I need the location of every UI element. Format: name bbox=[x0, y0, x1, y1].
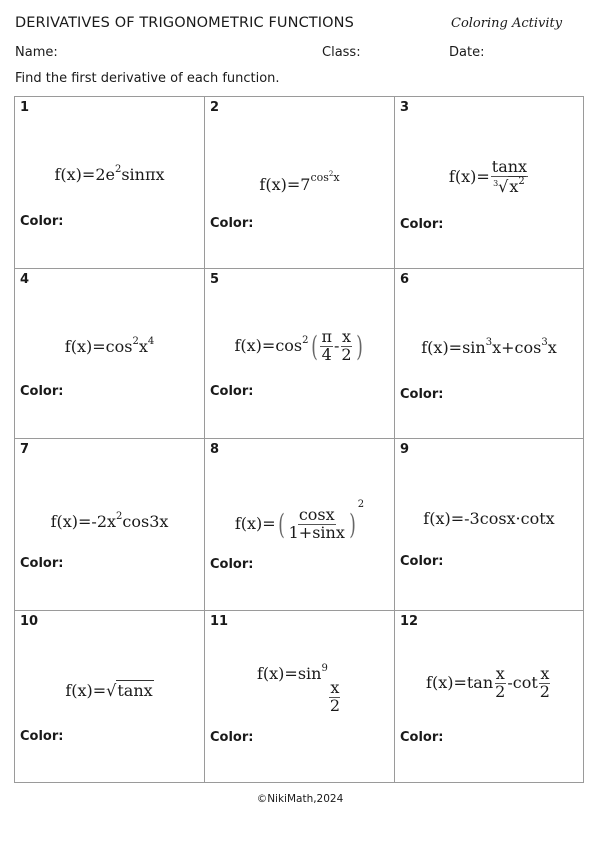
problem-number: 11 bbox=[210, 614, 229, 629]
name-field-label: Name: bbox=[15, 45, 58, 60]
problem-number: 6 bbox=[400, 272, 410, 287]
function-expression: $f(x)=7^{cos^2x}$ bbox=[259, 170, 340, 194]
activity-label: Coloring Activity bbox=[451, 16, 563, 31]
color-label: Color: bbox=[400, 730, 444, 745]
copyright-footer: ©NikiMath,2024 bbox=[256, 793, 344, 805]
worksheet-title: DERIVATIVES OF TRIGONOMETRIC FUNCTIONS bbox=[15, 15, 354, 31]
color-label: Color: bbox=[20, 729, 64, 744]
problem-number: 7 bbox=[20, 442, 30, 457]
problem-cell-10 bbox=[15, 611, 205, 782]
color-label: Color: bbox=[400, 217, 444, 232]
color-label: Color: bbox=[210, 384, 254, 399]
color-label: Color: bbox=[210, 216, 254, 231]
color-label: Color: bbox=[20, 384, 64, 399]
function-expression: $f(x)=\cos^2x^4$ bbox=[64, 336, 155, 356]
function-expression: f(x)=tan $\frac{x}{2}$ -cot $\frac{x}{2}$ bbox=[426, 664, 550, 701]
problem-cell-12 bbox=[395, 611, 583, 782]
problem-cell-8 bbox=[205, 439, 395, 611]
function-expression: $f(x)=-2x^2\cos 3x$ bbox=[50, 511, 169, 531]
problem-cell-5 bbox=[205, 269, 395, 439]
problem-cell-3 bbox=[395, 97, 583, 269]
color-label: Color: bbox=[210, 730, 254, 745]
class-field-label: Class: bbox=[322, 45, 361, 60]
problem-number: 2 bbox=[210, 100, 220, 115]
function-expression: f(x)=-3cosx·cotx bbox=[423, 509, 555, 528]
problem-cell-7 bbox=[15, 439, 205, 611]
problem-cell-1 bbox=[15, 97, 205, 269]
date-field-label: Date: bbox=[449, 45, 485, 60]
function-expression: $f(x)=2e^2\sin\pi x$ bbox=[54, 164, 165, 184]
problem-cell-11 bbox=[205, 611, 395, 782]
problem-number: 4 bbox=[20, 272, 30, 287]
problem-number: 3 bbox=[400, 100, 410, 115]
function-expression: $f(x)=\cos^2$( $\frac{\pi}{4}$ - $\frac{x}{2}$ ) bbox=[234, 327, 363, 364]
function-expression: f(x)= $\frac{\tan x}{^3√x^2}$ bbox=[448, 157, 528, 196]
problem-cell-2 bbox=[205, 97, 395, 269]
function-expression: f(x)=( $\frac{\cos x}{1+\sin x}$ )$^2$ bbox=[234, 499, 365, 542]
instructions: Find the first derivative of each function. bbox=[15, 71, 280, 86]
problem-cell-9 bbox=[395, 439, 583, 611]
problem-number: 1 bbox=[20, 100, 30, 115]
color-label: Color: bbox=[20, 214, 64, 229]
problem-grid bbox=[14, 96, 584, 783]
problem-cell-6 bbox=[395, 269, 583, 439]
problem-number: 12 bbox=[400, 614, 419, 629]
problem-number: 10 bbox=[20, 614, 39, 629]
problem-cell-4 bbox=[15, 269, 205, 439]
function-expression: $f(x)=\sin^3x+\cos^3x$ bbox=[421, 337, 557, 357]
function-expression: f(x)=√tanx bbox=[65, 681, 153, 700]
problem-number: 5 bbox=[210, 272, 220, 287]
problem-number: 9 bbox=[400, 442, 410, 457]
color-label: Color: bbox=[400, 387, 444, 402]
color-label: Color: bbox=[400, 554, 444, 569]
problem-number: 8 bbox=[210, 442, 220, 457]
function-expression: $f(x)=\sin^9$ $\frac{x}{2}$ bbox=[256, 663, 341, 715]
color-label: Color: bbox=[210, 557, 254, 572]
color-label: Color: bbox=[20, 556, 64, 571]
